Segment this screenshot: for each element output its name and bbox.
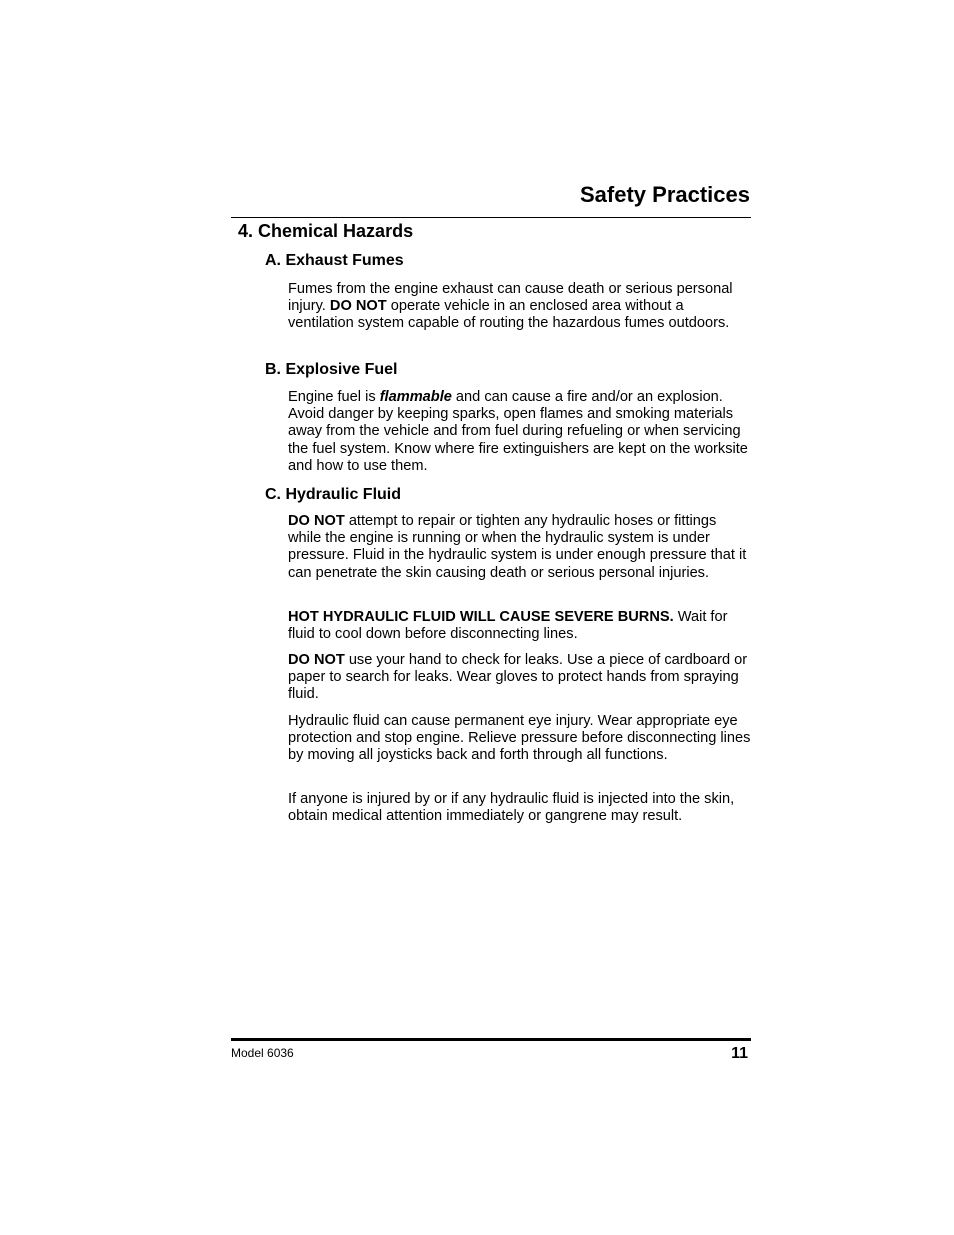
subheading-hydraulic-fluid: C. Hydraulic Fluid bbox=[265, 486, 402, 503]
page-number: 11 bbox=[731, 1045, 748, 1062]
footer-divider bbox=[231, 1038, 751, 1041]
paragraph-hydraulic-repair: DO NOT attempt to repair or tighten any hydraulic hoses or fittings while the engine is running or when the hydraulic system is under pressure. Fluid in the hydraulic system is under enough pressure that it can penetrate the skin causing death or serious personal injuries. bbox=[288, 513, 747, 581]
subheading-exhaust-fumes: A. Exhaust Fumes bbox=[265, 252, 404, 269]
title-divider bbox=[231, 217, 751, 218]
paragraph-hydraulic-leaks: DO NOT use your hand to check for leaks. Use a piece of cardboard or paper to search for leaks. Wear gloves to protect hands from spraying fluid. bbox=[288, 652, 748, 703]
section-heading-chemical-hazards: 4. Chemical Hazards bbox=[238, 221, 414, 241]
paragraph-hydraulic-medical: If anyone is injured by or if any hydraulic fluid is injected into the skin, obtain medical attention immediately or gangrene may result. bbox=[288, 791, 735, 825]
subheading-explosive-fuel: B. Explosive Fuel bbox=[265, 361, 398, 378]
paragraph-hydraulic-eye-injury: Hydraulic fluid can cause permanent eye injury. Wear appropriate eye protection and stop engine. Relieve pressure before disconnecting lines by moving all joysticks back and forth through all functions. bbox=[288, 713, 751, 764]
paragraph-explosive-fuel: Engine fuel is flammable and can cause a fire and/or an explosion. Avoid danger by keeping sparks, open flames and smoking materials away from the vehicle and from fuel during refueling or when servicing the fuel system. Know where fire extinguishers are kept on the worksite and how to use them. bbox=[288, 389, 748, 474]
paragraph-hydraulic-burns: HOT HYDRAULIC FLUID WILL CAUSE SEVERE BURNS. Wait for fluid to cool down before disconnecting lines. bbox=[288, 609, 728, 643]
page-title: Safety Practices bbox=[580, 182, 750, 207]
footer-model: Model 6036 bbox=[231, 1046, 294, 1060]
paragraph-exhaust-fumes: Fumes from the engine exhaust can cause death or serious personal injury. DO NOT operate vehicle in an enclosed area without a ventilation system capable of routing the hazardous fumes outdoors. bbox=[288, 281, 733, 332]
